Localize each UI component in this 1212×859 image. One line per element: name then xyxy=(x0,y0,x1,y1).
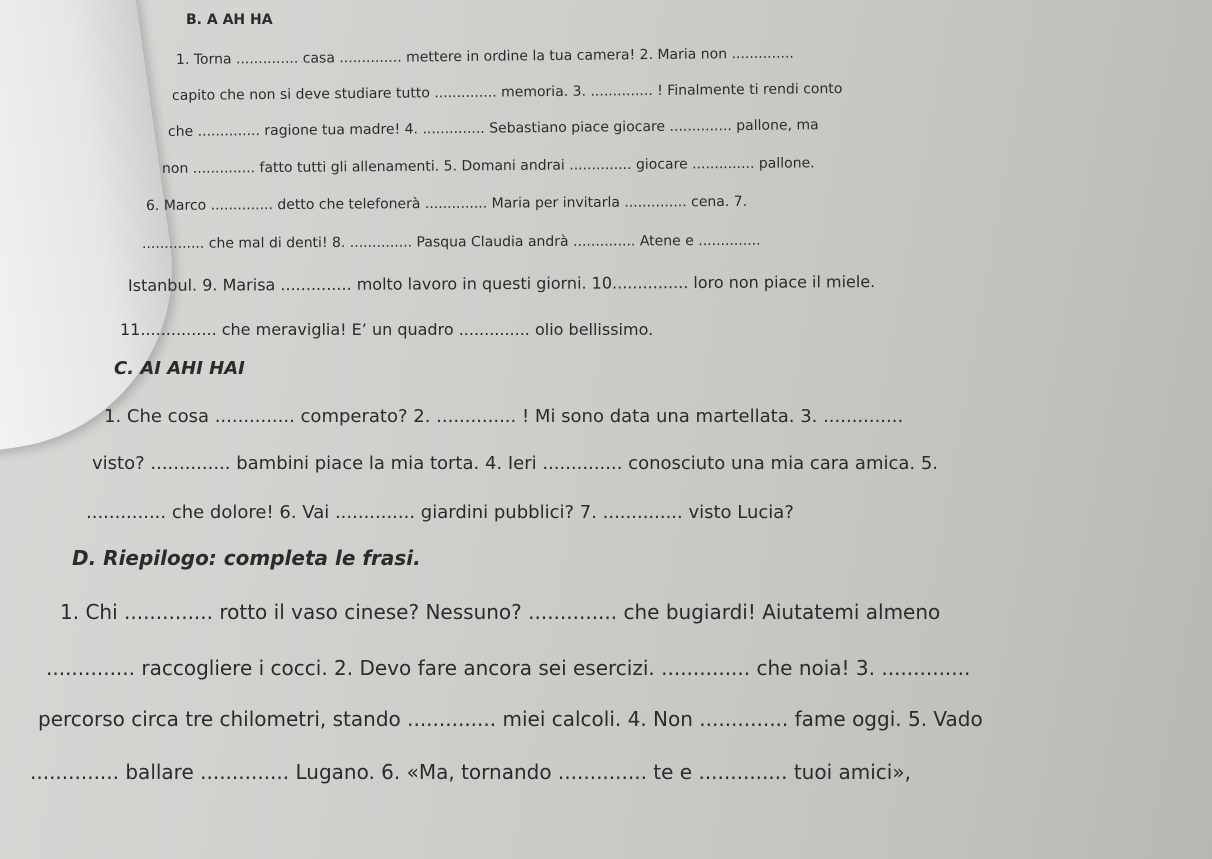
section-c-line-3: .............. che dolore! 6. Vai .............. giardini pubblici? 7. .............. visto Lucia? xyxy=(86,502,794,523)
section-b-line-3: che .............. ragione tua madre! 4. .............. Sebastiano piace giocare .............. pallone, ma xyxy=(167,117,819,140)
section-d-title: D. Riepilogo: completa le frasi. xyxy=(72,546,421,570)
section-b-line-5: 6. Marco .............. detto che telefonerà .............. Maria per invitarla .............. cena. 7. xyxy=(145,193,748,214)
section-b-line-8: 11............... che meraviglia! E’ un quadro .............. olio bellissimo. xyxy=(120,320,654,339)
section-c-title: C. AI AHI HAI xyxy=(114,358,245,379)
section-c-line-1: 1. Che cosa .............. comperato? 2. .............. ! Mi sono data una martellata. 3. .............. xyxy=(104,406,904,427)
section-b-line-6: .............. che mal di denti! 8. .............. Pasqua Claudia andrà .............. Atene e .............. xyxy=(141,232,761,252)
curled-page-corner xyxy=(0,0,195,453)
section-b-line-1: 1. Torna .............. casa .............. mettere in ordine la tua camera! 2. Maria non .............. xyxy=(175,45,794,68)
section-b-line-7: Istanbul. 9. Marisa .............. molto lavoro in questi giorni. 10............... loro non piace il miele. xyxy=(127,272,876,295)
section-b-line-2: capito che non si deve studiare tutto .............. memoria. 3. .............. ! Finalmente ti rendi conto xyxy=(171,80,843,104)
section-d-line-3: percorso circa tre chilometri, stando .............. miei calcoli. 4. Non .............. fame oggi. 5. Vado xyxy=(38,707,983,731)
section-d-line-2: .............. raccogliere i cocci. 2. Devo fare ancora sei esercizi. .............. che noia! 3. .............. xyxy=(46,656,971,680)
section-d-line-1: 1. Chi .............. rotto il vaso cinese? Nessuno? .............. che bugiardi! Aiutatemi almeno xyxy=(60,600,941,624)
section-c-line-2: visto? .............. bambini piace la mia torta. 4. Ieri .............. conosciuto una mia cara amica. 5. xyxy=(92,453,939,474)
section-b-line-4: non .............. fatto tutti gli allenamenti. 5. Domani andrai .............. giocare .............. pallone. xyxy=(161,155,815,177)
section-b-title: B. A AH HA xyxy=(186,12,273,28)
section-d-line-4: .............. ballare .............. Lugano. 6. «Ma, tornando .............. te e .............. tuoi amici», xyxy=(30,760,911,784)
